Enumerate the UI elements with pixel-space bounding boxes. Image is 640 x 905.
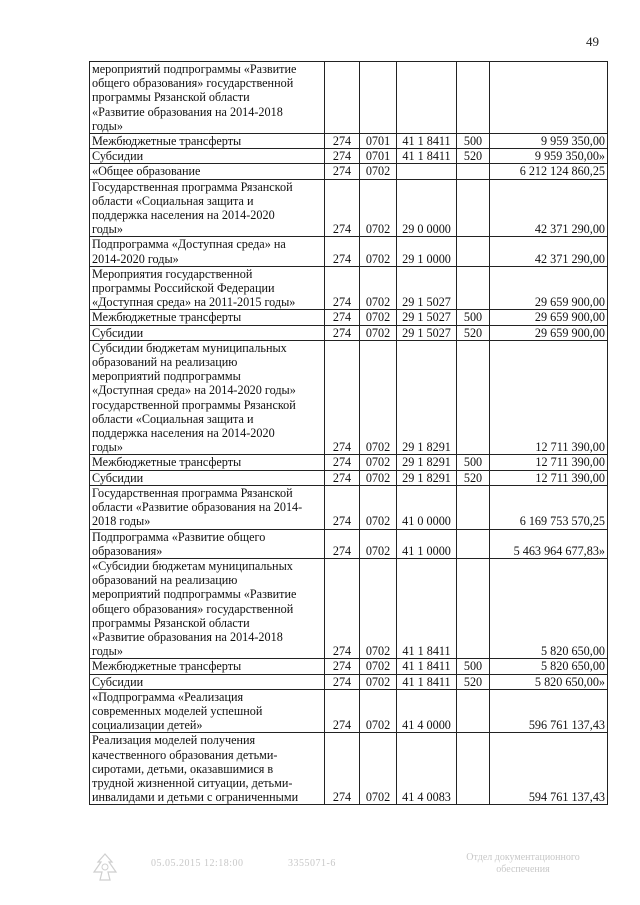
- row-expense-type-cell: 500: [457, 134, 490, 149]
- row-sum-cell: 6 169 753 570,25: [490, 485, 608, 529]
- row-ved-cell: 274: [325, 134, 360, 149]
- row-name-cell: Межбюджетные трансферты: [90, 310, 325, 325]
- row-expense-type-cell: [457, 340, 490, 455]
- row-expense-type-cell: [457, 164, 490, 179]
- row-section-cell: 0702: [360, 529, 397, 558]
- table-row: [90, 266, 608, 310]
- row-expense-type-cell: 500: [457, 455, 490, 470]
- row-sum-cell: 594 761 137,43: [490, 733, 608, 805]
- row-name-cell: мероприятий подпрограммы «Развитие общего образования» государственной программы Рязанской области «Развитие образования на 2014-2018 годы»: [90, 62, 325, 134]
- row-ved-cell: 274: [325, 455, 360, 470]
- row-sum-cell: 6 212 124 860,25: [490, 164, 608, 179]
- row-expense-type-cell: 500: [457, 659, 490, 674]
- row-sum-cell: 12 711 390,00: [490, 340, 608, 455]
- row-sum-cell: 9 959 350,00: [490, 134, 608, 149]
- row-target-article-cell: 29 1 8291: [397, 470, 457, 485]
- document-stamp-icon: [92, 852, 118, 885]
- row-ved-cell: 274: [325, 325, 360, 340]
- row-target-article-cell: 41 0 0000: [397, 485, 457, 529]
- footer-date: 05.05.2015 12:18:00: [151, 858, 244, 869]
- footer-document-number: 3355071-6: [288, 858, 336, 869]
- row-section-cell: 0701: [360, 134, 397, 149]
- table-row: [90, 674, 608, 689]
- row-target-article-cell: [397, 62, 457, 134]
- row-target-article-cell: 41 1 8411: [397, 558, 457, 658]
- table-row: [90, 558, 608, 658]
- row-ved-cell: 274: [325, 470, 360, 485]
- row-target-article-cell: 29 1 8291: [397, 455, 457, 470]
- row-section-cell: 0702: [360, 674, 397, 689]
- row-name-cell: Межбюджетные трансферты: [90, 659, 325, 674]
- row-expense-type-cell: [457, 485, 490, 529]
- row-target-article-cell: 41 4 0000: [397, 689, 457, 733]
- row-ved-cell: 274: [325, 485, 360, 529]
- row-ved-cell: 274: [325, 659, 360, 674]
- table-row: [90, 310, 608, 325]
- row-sum-cell: 12 711 390,00: [490, 470, 608, 485]
- row-section-cell: [360, 62, 397, 134]
- row-name-cell: Субсидии: [90, 470, 325, 485]
- row-name-cell: Субсидии: [90, 149, 325, 164]
- row-section-cell: 0702: [360, 179, 397, 237]
- table-row: [90, 149, 608, 164]
- row-section-cell: 0701: [360, 149, 397, 164]
- row-name-cell: Мероприятия государственной программы Российской Федерации «Доступная среда» на 2011-2015 годы»: [90, 266, 325, 310]
- row-sum-cell: 12 711 390,00: [490, 455, 608, 470]
- row-section-cell: 0702: [360, 325, 397, 340]
- row-name-cell: Межбюджетные трансферты: [90, 455, 325, 470]
- row-name-cell: Межбюджетные трансферты: [90, 134, 325, 149]
- page-number: 49: [586, 34, 599, 49]
- table-row: [90, 325, 608, 340]
- row-sum-cell: 29 659 900,00: [490, 325, 608, 340]
- row-sum-cell: 42 371 290,00: [490, 179, 608, 237]
- row-target-article-cell: [397, 164, 457, 179]
- row-section-cell: 0702: [360, 310, 397, 325]
- row-sum-cell: 29 659 900,00: [490, 266, 608, 310]
- table-row: [90, 733, 608, 805]
- row-name-cell: «Подпрограмма «Реализация современных моделей успешной социализации детей»: [90, 689, 325, 733]
- row-expense-type-cell: [457, 179, 490, 237]
- footer-department: [448, 852, 598, 876]
- row-ved-cell: [325, 62, 360, 134]
- budget-table-body: [90, 62, 608, 805]
- row-name-cell: «Общее образование: [90, 164, 325, 179]
- row-expense-type-cell: [457, 558, 490, 658]
- row-target-article-cell: 41 1 0000: [397, 529, 457, 558]
- table-row: [90, 237, 608, 266]
- row-name-cell: Государственная программа Рязанской области «Социальная защита и поддержка населения на 2014-2020 годы»: [90, 179, 325, 237]
- row-section-cell: 0702: [360, 340, 397, 455]
- table-row: [90, 340, 608, 455]
- row-section-cell: 0702: [360, 266, 397, 310]
- row-target-article-cell: 29 0 0000: [397, 179, 457, 237]
- row-sum-cell: 42 371 290,00: [490, 237, 608, 266]
- row-target-article-cell: 41 1 8411: [397, 134, 457, 149]
- row-section-cell: 0702: [360, 733, 397, 805]
- row-sum-cell: 5 820 650,00»: [490, 674, 608, 689]
- row-name-cell: Субсидии: [90, 325, 325, 340]
- row-ved-cell: 274: [325, 310, 360, 325]
- row-target-article-cell: 29 1 8291: [397, 340, 457, 455]
- row-section-cell: 0702: [360, 455, 397, 470]
- table-row: [90, 529, 608, 558]
- table-row: [90, 62, 608, 134]
- row-target-article-cell: 29 1 0000: [397, 237, 457, 266]
- row-sum-cell: 5 820 650,00: [490, 558, 608, 658]
- row-expense-type-cell: [457, 733, 490, 805]
- row-section-cell: 0702: [360, 164, 397, 179]
- row-name-cell: Государственная программа Рязанской области «Развитие образования на 2014- 2018 годы»: [90, 485, 325, 529]
- table-row: [90, 455, 608, 470]
- row-ved-cell: 274: [325, 179, 360, 237]
- footer-department-line: Отдел документационного: [466, 852, 580, 863]
- table-row: [90, 134, 608, 149]
- table-row: [90, 179, 608, 237]
- row-expense-type-cell: 500: [457, 310, 490, 325]
- row-sum-cell: 596 761 137,43: [490, 689, 608, 733]
- row-name-cell: Подпрограмма «Доступная среда» на 2014-2020 годы»: [90, 237, 325, 266]
- row-section-cell: 0702: [360, 485, 397, 529]
- row-ved-cell: 274: [325, 558, 360, 658]
- row-expense-type-cell: [457, 689, 490, 733]
- table-row: [90, 164, 608, 179]
- row-ved-cell: 274: [325, 340, 360, 455]
- row-name-cell: Подпрограмма «Развитие общего образования»: [90, 529, 325, 558]
- row-expense-type-cell: [457, 62, 490, 134]
- row-expense-type-cell: 520: [457, 325, 490, 340]
- row-expense-type-cell: 520: [457, 674, 490, 689]
- footer-department-line: обеспечения: [496, 864, 550, 875]
- footer-stamp: [0, 852, 640, 892]
- row-ved-cell: 274: [325, 733, 360, 805]
- row-section-cell: 0702: [360, 689, 397, 733]
- row-sum-cell: [490, 62, 608, 134]
- row-ved-cell: 274: [325, 674, 360, 689]
- row-ved-cell: 274: [325, 266, 360, 310]
- row-target-article-cell: 41 1 8411: [397, 149, 457, 164]
- row-section-cell: 0702: [360, 558, 397, 658]
- row-ved-cell: 274: [325, 689, 360, 733]
- row-expense-type-cell: 520: [457, 470, 490, 485]
- row-target-article-cell: 29 1 5027: [397, 310, 457, 325]
- row-target-article-cell: 41 1 8411: [397, 659, 457, 674]
- row-name-cell: Субсидии: [90, 674, 325, 689]
- row-section-cell: 0702: [360, 659, 397, 674]
- budget-table: [89, 61, 608, 805]
- row-section-cell: 0702: [360, 237, 397, 266]
- table-row: [90, 470, 608, 485]
- row-ved-cell: 274: [325, 149, 360, 164]
- table-row: [90, 689, 608, 733]
- row-sum-cell: 9 959 350,00»: [490, 149, 608, 164]
- row-expense-type-cell: [457, 237, 490, 266]
- row-expense-type-cell: [457, 529, 490, 558]
- row-name-cell: Субсидии бюджетам муниципальных образований на реализацию мероприятий подпрограммы «Доступная среда» на 2014-2020 годы» государственной программы Рязанской области «Социальная защита и поддержка населения на 2014-2020 годы»: [90, 340, 325, 455]
- row-name-cell: Реализация моделей получения качественного образования детьми- сиротами, детьми, оказавшимися в трудной жизненной ситуации, детьми- инвалидами и детьми с ограниченными: [90, 733, 325, 805]
- table-row: [90, 659, 608, 674]
- row-section-cell: 0702: [360, 470, 397, 485]
- table-row: [90, 485, 608, 529]
- row-sum-cell: 5 820 650,00: [490, 659, 608, 674]
- row-target-article-cell: 41 4 0083: [397, 733, 457, 805]
- row-name-cell: «Субсидии бюджетам муниципальных образований на реализацию мероприятий подпрограммы «Развитие общего образования» государственной программы Рязанской области «Развитие образования на 2014-2018 годы»: [90, 558, 325, 658]
- row-target-article-cell: 29 1 5027: [397, 266, 457, 310]
- row-target-article-cell: 41 1 8411: [397, 674, 457, 689]
- row-ved-cell: 274: [325, 164, 360, 179]
- row-expense-type-cell: [457, 266, 490, 310]
- row-sum-cell: 29 659 900,00: [490, 310, 608, 325]
- row-expense-type-cell: 520: [457, 149, 490, 164]
- row-sum-cell: 5 463 964 677,83»: [490, 529, 608, 558]
- row-target-article-cell: 29 1 5027: [397, 325, 457, 340]
- row-ved-cell: 274: [325, 237, 360, 266]
- row-ved-cell: 274: [325, 529, 360, 558]
